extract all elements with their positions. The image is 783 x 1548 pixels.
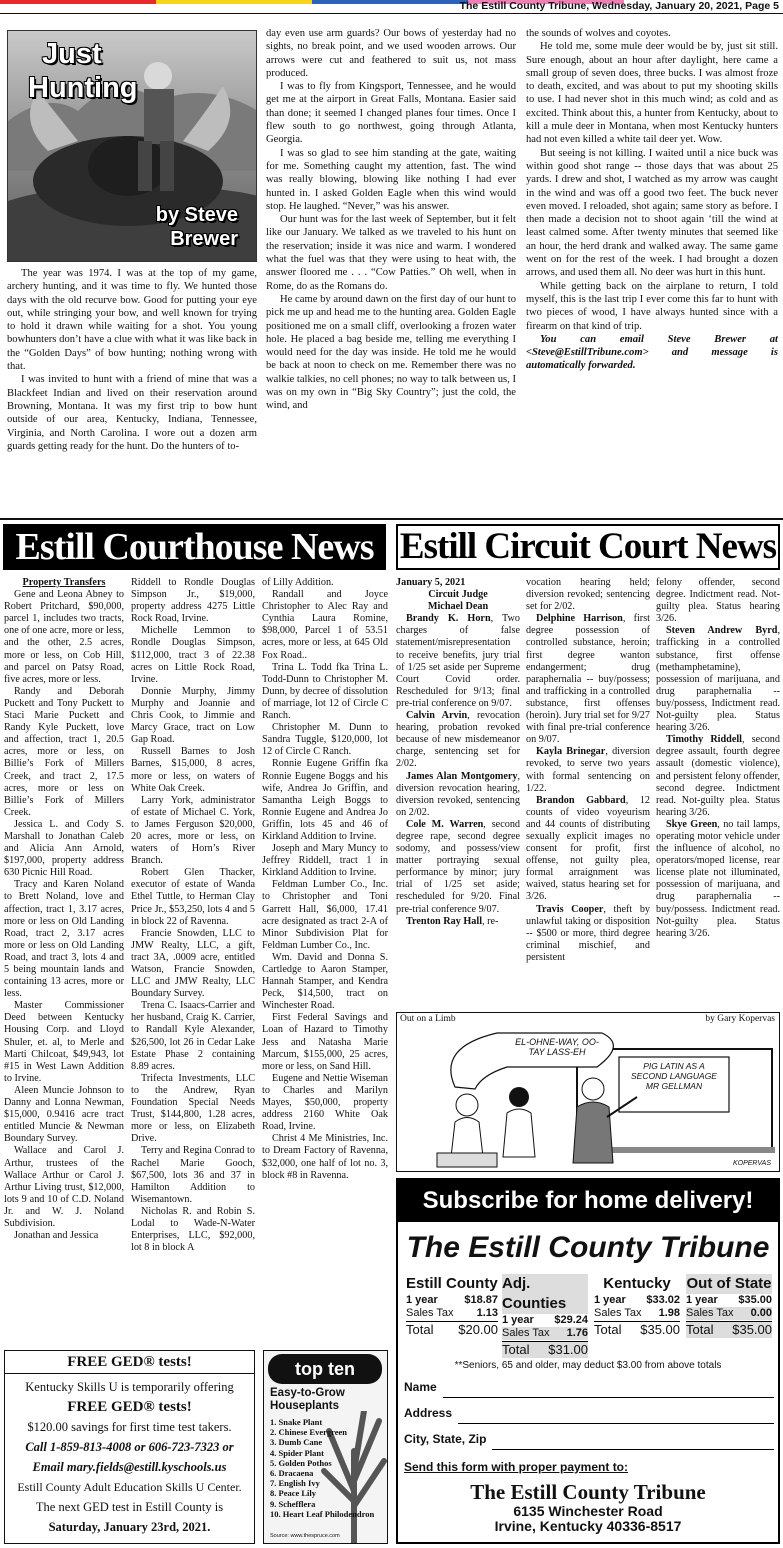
paper-name: The Estill County Tribune	[406, 1231, 770, 1264]
running-head: The Estill County Tribune, Wednesday, January 20, 2021, Page 5	[0, 0, 783, 14]
defendant-name: Kayla Brinegar	[536, 746, 606, 758]
price-year: $35.00	[738, 1294, 772, 1306]
topten-item: 9. Schefflera	[270, 1498, 316, 1509]
price-tax-label: Sales Tax	[594, 1307, 642, 1319]
transfer-entry: Francie Snowden, LLC to JMW Realty, LLC, a gift, tract 3A, .0009 acre, entitled Watson, Francie Snowden, LLC and JMW Realty, LLC Boundary Survey.	[131, 927, 255, 1000]
topten-source: Source: www.thespruce.com	[270, 1533, 340, 1539]
transfer-entry: Aleen Muncie Johnson to Danny and Lonna Newman, $15,000, 0.9416 acre tract entitled Muncie & Newman Boundary Survey.	[4, 1084, 124, 1145]
case-text: , second degree rape, second degree sodomy, and possess/view matter portraying sexual performance by minor; jury trial of 1/25 set aside; rescheduled for 9/20. Final pre-trial conference 9/07.	[396, 818, 520, 915]
transfer-entry: Trina L. Todd fka Trina L. Todd-Dunn to Christopher M. Dunn, by decree of dissolution of marriage, lot 12 of Circle C Ranch.	[262, 661, 388, 722]
chalkboard-text	[621, 1061, 727, 1091]
price-col-kentucky	[594, 1274, 680, 1338]
defendant-name: Travis Cooper	[536, 903, 604, 915]
price-tax: 1.13	[476, 1307, 498, 1319]
case-entry	[396, 771, 520, 819]
hunting-paragraph: day even use arm guards? Our bows of yesterday had no sights, no break point, and we used wooden arrows. Our arrows were cut and feathered to suit us, not mass produced.	[266, 28, 516, 79]
case-entry	[656, 625, 780, 734]
topten-title-line: Easy-to-Grow	[270, 1387, 345, 1399]
city-field[interactable]	[404, 1432, 774, 1450]
ged-line: The next GED test in Estill County is	[35, 1500, 224, 1514]
price-total: $35.00	[640, 1322, 680, 1337]
seniors-note: **Seniors, 65 and older, may deduct $3.00 from above totals	[454, 1360, 722, 1371]
cartoon-title: Out on a Limb	[400, 1014, 456, 1024]
transfer-entry: Donnie Murphy, Jimmy Murphy and Joannie and Chris Cook, to Jimmie and Marcy Grace, tract on Low Gap Road.	[131, 685, 255, 746]
price-year-label: 1 year	[686, 1294, 718, 1306]
hunting-paragraph: But seeing is not killing. I waited until a nice buck was within good shot range -- those days that was about 25 yards. I drew and shot, I watched as my arrow was caught in the wind and was off a good two feet. The buck never even moved. I reloaded, shot again; same story as before. I then made a decision not to shoot again ‘till the wind at least calmed some. After twenty minutes that seemed like an hour, the herd drank and walked away. The same game went on for the rest of the week. I had brought a dozen arrows, and used them all. No deer was hurt in this hunt.	[526, 147, 778, 279]
city-line[interactable]	[492, 1432, 774, 1450]
transfer-entry: Nicholas R. and Robin S. Lodal to Wade-N-Water Enterprises, LLC, $92,000, lot 8 in block A	[131, 1205, 255, 1254]
defendant-name: Brandon Gabbard	[536, 794, 626, 806]
case-entry	[656, 819, 780, 940]
topten-item: 3. Dumb Cane	[270, 1437, 323, 1448]
hunting-photo	[7, 30, 257, 262]
email-note: You can email Steve Brewer at <Steve@EstillTribune.com> and message is automatically forwarded.	[526, 333, 778, 372]
cartoon-panel	[396, 1012, 780, 1172]
defendant-name: Steven Andrew Byrd	[666, 625, 778, 637]
topten-item: 1. Snake Plant	[270, 1417, 323, 1427]
transfer-entry: Jessica L. and Cody S. Marshall to Jonathan Caleb and Alicia Ann Arnold, $197,000, property address 630 Picnic Hill Road.	[4, 818, 124, 879]
hunting-paragraph: I was invited to hunt with a friend of mine that was a Blackfeet Indian and lived on their reservation around Browning, Montana. It was my first trip to bow hunt outside of our area, Kentucky, Indiana, Tennessee, Virginia, and North Carolina. I wore out a dozen arm guards getting ready for the hunt. Do the hunters of to-	[7, 374, 257, 452]
transfer-entry: Eugene and Nettie Wiseman to Charles and Marilyn Mayes, $50,000, property address 2160 White Oak Road, Irvine.	[262, 1072, 388, 1133]
defendant-name: Cole M. Warren	[406, 818, 484, 830]
address-line[interactable]	[458, 1406, 774, 1424]
case-text: , trafficking in a controlled substance, first offense (methamphetamine), possession of marijuana, and drug paraphernalia -- buy/possess, Indictment read. Not-guilty plea. Status hearing 3/26.	[656, 625, 780, 734]
hunting-paragraph: While getting back on the airplane to return, I told myself, this is the last trip I ever come this far to hunt with two pieces of wood, I have always hunted since with a firearm on that kind of trip.	[526, 280, 778, 332]
courthouse-col-2	[131, 577, 255, 1347]
transfer-entry: Master Commissioner Deed between Kentucky Housing Corp. and Lloyd Shuler, et. al, to Merle and Marti Chilcoat, $49,943, lot #15 in West Lawn Addition to Irvine.	[4, 1000, 124, 1084]
mail-line-2: Irvine, Kentucky 40336-8517	[494, 1518, 682, 1534]
price-year-label: 1 year	[502, 1314, 534, 1326]
byline-line-1: by Steve	[155, 204, 238, 226]
hunting-col-1	[7, 267, 257, 512]
subscribe-banner	[398, 1180, 778, 1222]
subscribe-banner-text: Subscribe for home delivery!	[422, 1187, 754, 1214]
transfer-entry: Feldman Lumber Co., Inc. to Christopher and Toni Garrett Hall, $6,000, 17.41 acre designated as tract 2-A of Minor Subdivision Plat for Feldman Lumber Co., Inc.	[262, 879, 388, 951]
price-year: $18.87	[464, 1294, 498, 1306]
circuit-banner	[396, 524, 780, 570]
price-total: $31.00	[548, 1342, 588, 1357]
case-entry	[526, 904, 650, 964]
title-line-2: Hunting	[28, 72, 138, 104]
topten-item: 10. Heart Leaf Philodendron	[270, 1508, 375, 1519]
hunting-col-3	[526, 27, 778, 512]
case-text: , Two charges of false statement/misrepresentation to receive benefits, jury trial of 1/25 set aside per Supreme Court Covid order. Rescheduled for 9/13; final pre-trial conference on 9/07.	[396, 613, 520, 709]
price-tax-label: Sales Tax	[406, 1307, 454, 1319]
price-total: $20.00	[458, 1322, 498, 1337]
price-table	[406, 1274, 772, 1357]
courthouse-col-1	[4, 577, 124, 1347]
topten-item: 7. English Ivy	[270, 1478, 320, 1489]
name-line[interactable]	[443, 1380, 774, 1398]
cartoon-artist: by Gary Kopervas	[705, 1014, 775, 1024]
ged-line: $120.00 savings for first time test takers.	[27, 1420, 232, 1434]
mail-address	[398, 1504, 778, 1534]
case-entry: vocation hearing held; diversion revoked; sentencing set for 2/02.	[526, 577, 650, 613]
topten-item: 6. Dracaena	[270, 1468, 314, 1479]
case-entry	[396, 710, 520, 770]
ged-line: Estill County Adult Education Skills U Center.	[17, 1480, 242, 1494]
defendant-name: James Alan Montgomery	[406, 770, 518, 782]
price-tax: 1.98	[658, 1307, 680, 1319]
hunting-paragraph: He came by around dawn on the first day of our hunt to pick me up and head me to the hunting area. Golden Eagle positioned me on a small cliff, overlooking a frozen water hole. He placed a bag beside me, telling me everything I would need for the day was inside. He told me he would be back at noon to check on me. Remember there was no walkie talkies, no cell phones; no way to talk between us, I was on my own in “Big Sky Country”; just the cold, the wind, and	[266, 293, 516, 412]
defendant-name: Delphine Harrison	[536, 613, 623, 625]
case-text: , theft by unlawful taking or disposition -- $500 or more, third degree criminal mischief, and persistent	[526, 903, 650, 963]
price-col-outofstate	[686, 1274, 772, 1338]
case-text: , re-	[482, 915, 499, 927]
price-tax-label: Sales Tax	[686, 1307, 734, 1319]
transfer-entry: Terry and Regina Conrad to Rachel Marie Gooch, $67,500, lots 36 and 37 in Hamilton Addition to Wisemantown.	[131, 1145, 255, 1205]
topten-box	[263, 1350, 388, 1544]
price-region: Out of State	[686, 1275, 772, 1292]
title-line-1: Just	[42, 38, 102, 70]
topten-title-line: Houseplants	[270, 1400, 340, 1412]
speech-balloon: EL-OHNE-WAY, OO-TAY LASS-EH	[515, 1037, 599, 1057]
price-total-label: Total	[406, 1322, 434, 1337]
ged-title: FREE GED® tests!	[5, 1351, 254, 1374]
cartoon-signature: KOPERVAS	[732, 1160, 771, 1167]
transfer-entry: Randy and Deborah Puckett and Tony Puckett to Staci Marie Puckett and Randy Kyle Puckett, love and affection, tract 1, 20.5 acres, more or less, on Billie’s Fork of Millers Creek, and tract 2, 17.5 acres, more or less on Billie’s Fork of Millers Creek.	[4, 685, 124, 818]
address-label: Address	[404, 1406, 453, 1420]
case-text: , no tail lamps, operating motor vehicle under the influence of alcohol, no operators/moped license, rear license plate not illuminated, possession of marijuana, and drug paraphernalia -- buy/possess. Indictment read. Not-guilty plea. Status hearing 3/26.	[656, 818, 780, 939]
address-field[interactable]	[404, 1406, 774, 1424]
hunting-paragraph: I was to fly from Kingsport, Tennessee, and he would get me at the airport in Great Falls, Montana. Easier said than done; it seemed I changed planes four times. Once I flew south to go northwest, going through Atlanta, Georgia.	[266, 81, 516, 146]
transfer-entry: Michelle Lemmon to Rondle Douglas Simpson, $112,000, tract 3 of 22.38 acres on Little Rock Road, Irvine.	[131, 625, 255, 685]
courthouse-col-3	[262, 577, 388, 1347]
transfer-entry: Trena C. Isaacs-Carrier and her husband, Craig K. Carrier, to Randall Kyle Alexander, $26,500, lot 26 in Cedar Lake Estate Phase 2 containing 8.89 acres.	[131, 1000, 255, 1072]
name-field[interactable]	[404, 1380, 774, 1398]
topten-heading	[270, 1387, 345, 1413]
name-label: Name	[404, 1380, 437, 1394]
price-total-label: Total	[594, 1322, 622, 1337]
case-text: , diversion revoked, to serve two years with formal sentencing on 1/22.	[526, 746, 650, 794]
transfer-entry: Trifecta Investments, LLC to the Andrew, Ryan Foundation Special Needs Trust, $144,800, 1.28 acres, more or less, on Elizabeth Drive.	[131, 1072, 255, 1145]
transfer-entry: Wallace and Carol J. Arthur, trustees of the Wallace Arthur or Carol J. Arthur Living trust, $12,000, lots 9 and 10 of C.D. Noland Jr. and W. J. Noland Subdivision.	[4, 1145, 124, 1229]
transfer-entry: Russell Barnes to Josh Barnes, $15,000, 8 acres, more or less, on waters of White Oak Creek.	[131, 746, 255, 794]
defendant-name: Brandy K. Horn	[406, 613, 491, 625]
defendant-name: Calvin Arvin	[406, 710, 468, 722]
hunting-paragraph: I was so glad to see him standing at the gate, waiting for me. Something caught my attention, fast. The wind was really blowing, blowing like nothing I had ever hunted in. I asked Golden Eagle when this wind would stop. He laughed. “Never,” was his answer.	[266, 147, 516, 212]
circuit-col-2	[526, 577, 650, 1009]
circuit-banner-text: Estill Circuit Court News	[399, 526, 777, 567]
board-line: MR GELLMAN	[645, 1081, 703, 1091]
price-total-label: Total	[686, 1322, 714, 1337]
topten-logo: top ten	[268, 1354, 382, 1384]
case-entry	[656, 734, 780, 819]
board-line: SECOND LANGUAGE	[631, 1071, 717, 1081]
ged-email: Email mary.fields@estill.kyschools.us	[32, 1460, 227, 1474]
transfer-entry: Jonathan and Jessica	[14, 1230, 99, 1242]
case-text: , diversion revocation hearing, diversion revoked, sentencing on 2/02.	[396, 770, 520, 818]
price-year: $33.02	[646, 1294, 680, 1306]
property-transfers-heading: Property Transfers	[22, 577, 106, 588]
mail-name: The Estill County Tribune	[470, 1480, 706, 1504]
price-total-label: Total	[502, 1342, 530, 1357]
price-year: $29.24	[554, 1314, 588, 1326]
case-entry	[396, 916, 520, 928]
price-tax: 0.00	[750, 1307, 772, 1319]
hunting-col-2	[266, 27, 516, 512]
judge-name: Michael Dean	[427, 601, 489, 613]
hunting-paragraph: He told me, some mule deer would be by, just sit still. Sure enough, about an hour after daylight, here came a small group of seven does, three bucks. I was almost froze to death, excited, and was about to put my shooting skills to use. I had never shot in this much wind; as cold and as excited. Think about this, a hunter from Kentucky, about to kill a mule deer in Montana, when most Kentucky hunters had not even killed a white tail deer yet. Wow.	[526, 41, 778, 146]
case-entry	[526, 613, 650, 746]
ged-date: Saturday, January 23rd, 2021.	[48, 1520, 211, 1534]
topten-list	[270, 1417, 380, 1519]
price-year-label: 1 year	[594, 1294, 626, 1306]
price-region: Estill County	[406, 1275, 498, 1292]
transfer-entry: Wm. David and Donna S. Cartledge to Aaron Stamper, Hannah Stamper, and Kendra Peck, $14,500, tract on Winchester Road.	[262, 951, 388, 1012]
hunting-paragraph: The year was 1974. I was at the top of my game, archery hunting, and it was time to fly. We hunted those days with the old recurve bow. Good for putting your eye out, while stringing your bow, and well known for trying to hold it drawn while waiting for a shot. You young bowhunters don’t have a clue with what it was like back in the “Golden Days” of bow hunting; nothing wrong with that.	[7, 268, 257, 373]
subscribe-box	[396, 1178, 780, 1544]
city-label: City, State, Zip	[404, 1432, 487, 1446]
column-title	[28, 37, 158, 105]
case-entry	[526, 795, 650, 904]
topten-item: 2. Chinese Evergreen	[270, 1427, 348, 1438]
topten-item: 5. Golden Pothos	[270, 1457, 332, 1468]
circuit-col-1	[396, 577, 520, 1009]
transfer-entry: Tracy and Karen Noland to Brett Noland, love and affection, tract 1, 3.17 acres, more or less on Old Landing Road, tract 2, 3.17 acres more or less on Old Landing Road, and tract 3, lots 4 and 5 being mountain lands and containing 13 acres, more or less.	[4, 879, 124, 1000]
transfer-entry: Ronnie Eugene Griffin fka Ronnie Eugene Boggs and his wife, Andrea Jo Griffin, and Samantha Leigh Boggs to Ronnie Eugene and Andrea Jo Griffin, lots 45 and 46 of Kirkland Addition to Irvine.	[262, 758, 388, 842]
price-year-label: 1 year	[406, 1294, 438, 1306]
price-total: $35.00	[732, 1322, 772, 1337]
case-entry: felony offender, second degree. Indictment read. Not-guilty plea. Status hearing 3/26.	[656, 577, 780, 625]
courthouse-banner-text: Estill Courthouse News	[15, 526, 374, 568]
transfer-entry: Christ 4 Me Ministries, Inc. to Dream Factory of Ravenna, $32,000, one half of lot no. 3, block #8 in Ravenna.	[262, 1133, 388, 1181]
transfer-entry: First Federal Savings and Loan of Hazard to Timothy Jess and Natasha Marie Marcum, $155,000, 25 acres, more or less, on Sand Hill.	[262, 1012, 388, 1072]
topten-item: 4. Spider Plant	[270, 1447, 324, 1458]
judge-title: Circuit Judge	[428, 589, 488, 601]
transfer-entry: Riddell to Rondle Douglas Simpson Jr., $19,000, property address 4275 Little Rock Road, Irvine.	[131, 577, 255, 625]
ged-line: Kentucky Skills U is temporarily offering	[25, 1380, 234, 1394]
case-text: , 12 counts of video voyeurism and 44 counts of distributing sexually explicit images no consent for profit, first offense, not guilty plea, formal arraignment was waived, status hearing set for 3/26.	[526, 794, 650, 903]
transfer-entry: Joseph and Mary Muncy to Jeffrey Riddell, tract 1 in Kirkland Addition to Irvine.	[262, 843, 388, 879]
case-text: , revocation hearing, probation revoked because of new misdemeanor charge, sentencing set for 2/02.	[396, 710, 520, 770]
price-col-adj	[502, 1274, 588, 1358]
hunting-paragraph: Our hunt was for the last week of September, but it felt like our January. We talked as we traveled to his hunt on the reservation; inside it was nice and warm. I wondered what the fuel was that they were using to heat with, the answer floored me . . . “Cow Patties.” Oh well, when in Rome, do as the Romans do.	[266, 214, 516, 292]
case-entry	[396, 613, 520, 710]
section-divider	[0, 518, 783, 520]
defendant-name: Trenton Ray Hall	[406, 915, 483, 927]
price-tax-label: Sales Tax	[502, 1327, 550, 1339]
circuit-col-3	[656, 577, 780, 1009]
case-entry	[526, 746, 650, 794]
transfer-entry: Gene and Leona Abney to Robert Pritchard, $90,000, parcel 1, includes two tracts, one of one acre, more or less, and the other, 2.5 acres, more or less, on Cob Hill, and parcel on Patsy Road, five acres, more or less.	[4, 589, 124, 685]
defendant-name: Skye Green	[666, 818, 718, 830]
transfer-entry: Christopher M. Dunn to Sandra Tuggle, $120,000, lot 12 of Circle C Ranch.	[262, 722, 388, 758]
case-text: , second degree assault, fourth degree assault (domestic violence), and persistent felony offender, second degree. Indictment read. Not-guilty plea. Status hearing 3/26.	[656, 734, 780, 818]
topten-item: 8. Peace Lily	[270, 1488, 317, 1499]
transfer-entry: Randall and Joyce Christopher to Alec Ray and Cynthia Laura Romine, $98,000, Parcel 1 of 53.51 acres, more or less, at 645 Old Fox Road..	[262, 589, 388, 661]
transfer-entry: of Lilly Addition.	[262, 577, 334, 588]
ged-box	[4, 1350, 255, 1544]
column-byline	[156, 203, 238, 251]
ged-phone: Call 1-859-813-4008 or 606-723-7323 or	[25, 1440, 234, 1454]
mail-line-1: 6135 Winchester Road	[513, 1503, 663, 1519]
case-entry	[396, 819, 520, 916]
court-date: January 5, 2021	[396, 577, 466, 588]
price-tax: 1.76	[566, 1327, 588, 1339]
hunting-paragraph: the sounds of wolves and coyotes.	[526, 28, 671, 39]
price-region: Adj. Counties	[502, 1274, 588, 1314]
courthouse-banner	[3, 524, 386, 570]
ged-line: FREE GED® tests!	[67, 1399, 192, 1415]
defendant-name: Timothy Riddell	[666, 734, 743, 746]
send-note: Send this form with proper payment to:	[404, 1460, 629, 1474]
board-line: PIG LATIN AS A	[643, 1061, 705, 1071]
case-text: , first degree possession of controlled substance, heroin; first degree wanton endangerment; drug paraphernalia -- buy/possess; and trafficking in a controlled substance, first offenses (heroin). Jury trial set for 9/27 with final pre-trial conference on 9/07.	[526, 613, 650, 746]
byline-line-2: Brewer	[170, 228, 238, 250]
transfer-entry: Larry York, administrator of estate of Michael C. York, to James Ferguson $20,000, 20 acres, more or less, on waters of Horn’s River Branch.	[131, 794, 255, 867]
price-region: Kentucky	[603, 1275, 671, 1292]
price-col-estill	[406, 1274, 498, 1338]
transfer-entry: Robert Glen Thacker, executor of estate of Wanda Ethel Tuttle, to Herman Clay Price Jr., $53,250, lots 4 and 5 in block 22 of Ravenna.	[131, 867, 255, 927]
